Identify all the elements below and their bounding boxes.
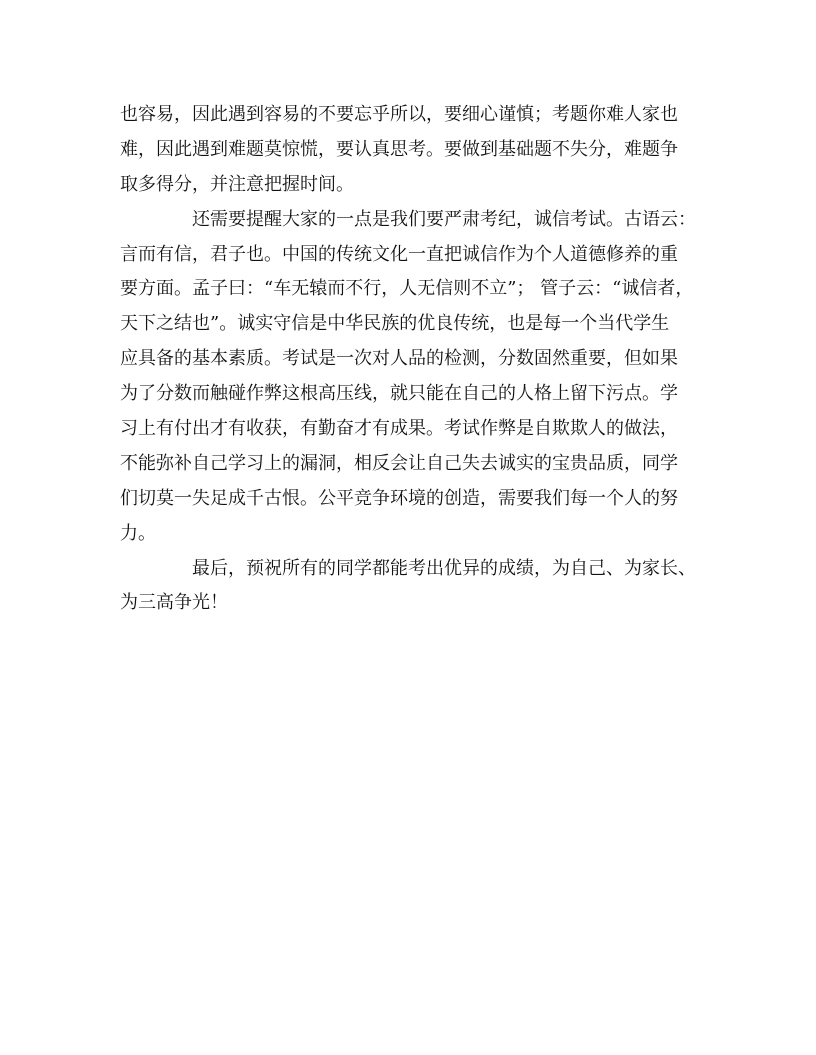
text-line: 力。 xyxy=(120,522,156,544)
text-line: 天下之结也”。诚实守信是中华民族的优良传统，也是每一个当代学生 xyxy=(120,313,670,335)
text-line: 为三高争光！ xyxy=(120,592,228,614)
text-line: 也容易，因此遇到容易的不要忘乎所以，要细心谨慎；考题你难人家也 xyxy=(120,104,678,125)
text-line: 还需要提醒大家的一点是我们要严肃考纪，诚信考试。古语云： xyxy=(192,208,696,230)
paragraph-3 xyxy=(120,552,705,622)
text-line: 取多得分，并注意把握时间。 xyxy=(120,173,354,195)
text-line: 应具备的基本素质。考试是一次对人品的检测，分数固然重要，但如果 xyxy=(120,348,678,370)
text-line: 言而有信，君子也。中国的传统文化一直把诚信作为个人道德修养的重 xyxy=(120,243,678,265)
text-line: 不能弥补自己学习上的漏洞，相反会让自己失去诚实的宝贵品质，同学 xyxy=(120,452,678,474)
document-body xyxy=(120,98,705,621)
text-line: 为了分数而触碰作弊这根高压线，就只能在自己的人格上留下污点。学 xyxy=(120,383,678,405)
paragraph-1 xyxy=(120,98,705,203)
text-line: 难，因此遇到难题莫惊慌，要认真思考。要做到基础题不失分，难题争 xyxy=(120,138,678,160)
text-line: 要方面。孟子曰：“车无辕而不行，人无信则不立”； 管子云：“诚信者， xyxy=(120,278,694,300)
text-line: 们切莫一失足成千古恨。公平竞争环境的创造，需要我们每一个人的努 xyxy=(120,487,678,509)
paragraph-2 xyxy=(120,203,705,552)
text-line: 习上有付出才有收获，有勤奋才有成果。考试作弊是自欺欺人的做法， xyxy=(120,418,678,440)
text-line: 最后，预祝所有的同学都能考出优异的成绩，为自己、为家长、 xyxy=(192,557,696,579)
